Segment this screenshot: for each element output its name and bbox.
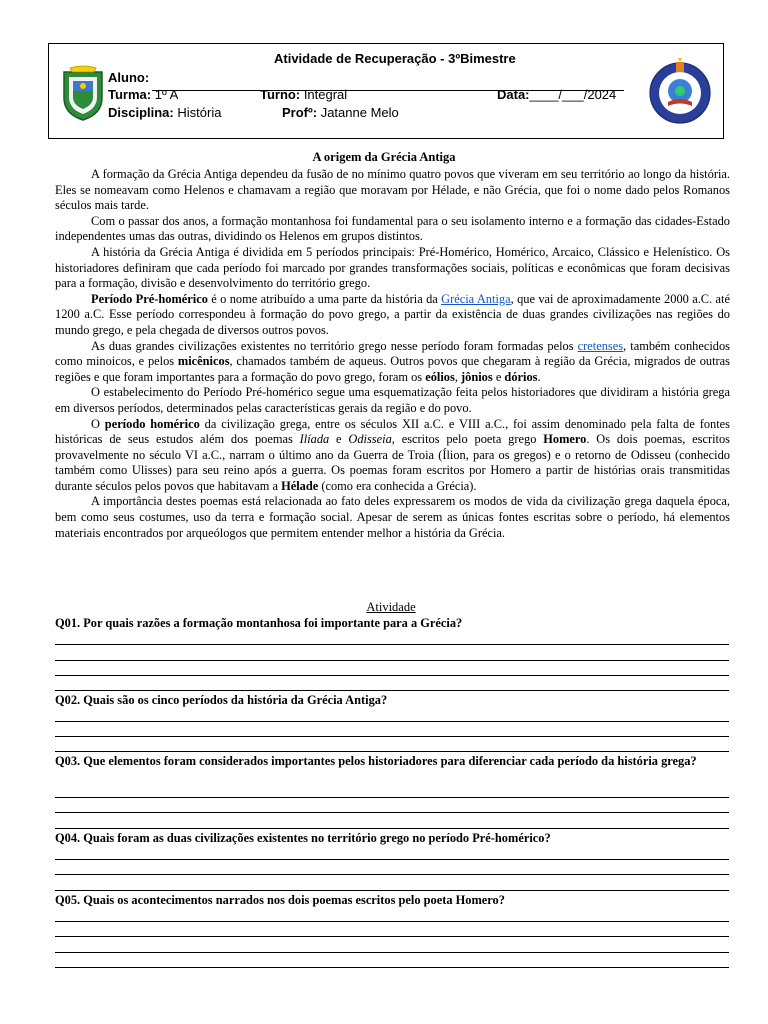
answer-line[interactable] <box>55 660 729 661</box>
bold-term: eólios <box>425 369 455 384</box>
text-run: e <box>329 432 349 447</box>
italic-term: Odisseia <box>348 432 392 447</box>
header-box <box>48 43 724 139</box>
link-grecia-antiga[interactable]: Grécia Antiga <box>441 291 511 306</box>
bold-term: Homero <box>543 432 587 447</box>
paragraph-4 <box>55 292 730 339</box>
bold-term: dórios <box>504 369 538 384</box>
answer-line[interactable] <box>55 812 729 813</box>
bold-term: período homérico <box>104 416 200 431</box>
state-seal-icon <box>60 64 106 122</box>
disciplina-row <box>108 105 221 120</box>
answer-line[interactable] <box>55 967 729 968</box>
paragraph-2: Com o passar dos anos, a formação montanhosa foi fundamental para o seu isolamento interno e a formação das cidades-Estado independentes umas das outras, dividindo os Helenos em grupos distintos. <box>55 213 730 244</box>
question-1: Q01. Por quais razões a formação montanhosa foi importante para a Grécia? <box>55 616 463 630</box>
data-row <box>497 87 616 102</box>
activity-title: Atividade <box>366 600 416 614</box>
text-run: (como era conhecida a Grécia). <box>318 478 477 493</box>
answer-line[interactable] <box>55 751 729 752</box>
paragraph-3: A história da Grécia Antiga é dividida em 5 períodos principais: Pré-Homérico, Homérico, Arcaico, Clássico e Helenístico. Os historiadores definiram que cada período foi marcado por grandes transformações sociais, políticas e econômicas que foram decisivas para a formação, divisão e desenvolvimento do território grego. <box>55 244 730 291</box>
answer-line[interactable] <box>55 644 729 645</box>
prof-value: Jatanne Melo <box>320 105 399 120</box>
text-run: , que vai de aproximadamente 2000 a.C. até 1200 a.C. Esse período correspondeu à formação do povo grego, a partir da existência de duas grandes civilizações nas regiões do mundo grego, e pela chegada de diversos outros povos. <box>55 291 730 337</box>
paragraph-1: A formação da Grécia Antiga dependeu da fusão de no mínimo quatro povos que viveram em seu território ao longo da história. Eles se nomeavam como Helenos e chamavam a região que moravam por Hélade, e não Grécia, que foi o nome dado pelos Romanos séculos mais tarde. <box>55 167 730 213</box>
answer-line[interactable] <box>55 921 729 922</box>
answer-line[interactable] <box>55 797 729 798</box>
turno-label: Turno: <box>260 87 301 102</box>
text-run: e <box>492 369 505 384</box>
question-3: Q03. Que elementos foram considerados importantes pelos historiadores para diferenciar cada período da história grega? <box>55 754 697 768</box>
question-5: Q05. Quais os acontecimentos narrados nos dois poemas escritos pelo poeta Homero? <box>55 893 505 907</box>
turma-row <box>108 87 178 102</box>
paragraph-5 <box>55 339 730 386</box>
data-value[interactable]: ____/___/2024 <box>529 87 617 102</box>
text-run: é o nome atribuído a uma parte da história da <box>207 291 442 306</box>
reading-text <box>55 167 730 541</box>
answer-line[interactable] <box>55 690 729 691</box>
paragraph-6: O estabelecimento do Período Pré-homérico segue uma esquematização feita pelos historiadores que dividiram a história grega em diversos períodos, determinados pelas características gerais da região e do povo. <box>55 385 730 415</box>
text-run: As duas grandes civilizações existentes no território grego nesse período foram formadas pelos <box>91 338 578 353</box>
question-4: Q04. Quais foram as duas civilizações existentes no território grego no período Pré-homérico? <box>55 831 551 845</box>
answer-line[interactable] <box>55 675 729 676</box>
italic-term: Ilíada <box>299 432 330 447</box>
bold-term: jônios <box>461 369 493 384</box>
bold-term: Hélade <box>281 478 319 493</box>
paragraph-8: A importância destes poemas está relacionada ao fato deles expressarem os modos de vida da civilização grega daquela época, bem como seus costumes, uso da terra e formação social. Apesar de serem as únicas fontes escritas sobre o período, há elementos materiais encontrados por arqueólogos que permitem entender melhor a história da Grécia. <box>55 494 730 540</box>
answer-line[interactable] <box>55 859 729 860</box>
answer-line[interactable] <box>55 874 729 875</box>
text-run: , chamados também de aqueus. Outros povos que chegaram à região da Grécia, migrados de outras regiões e que foram importantes para a formação do povo grego, foram os <box>55 354 730 384</box>
answer-line[interactable] <box>55 936 729 937</box>
turno-row <box>260 87 347 102</box>
bold-term: Período Pré-homérico <box>91 291 208 306</box>
header-title: Atividade de Recuperação - 3ºBimestre <box>274 51 516 66</box>
text-run: da civilização grega, entre os séculos XII a.C. e VIII a.C., foi assim denominado pela falta de fontes históricas de seus estudos além dos poemas <box>55 416 730 447</box>
turma-label: Turma: <box>108 87 152 102</box>
aluno-label: Aluno: <box>108 70 150 85</box>
turma-value: 1º A <box>154 87 179 102</box>
data-label: Data: <box>497 87 530 102</box>
text-run: , escritos pelo poeta grego <box>391 432 544 447</box>
bold-term: micênicos <box>177 354 230 369</box>
answer-line[interactable] <box>55 721 729 722</box>
link-cretenses[interactable]: cretenses <box>577 338 624 353</box>
prof-row <box>282 105 399 120</box>
answer-line[interactable] <box>55 890 729 891</box>
text-run: O <box>91 416 105 431</box>
disciplina-value: História <box>177 105 222 120</box>
answer-line[interactable] <box>55 736 729 737</box>
text-run: , também conhecidos como minoicos, e pelos <box>55 338 731 369</box>
answer-line[interactable] <box>55 952 729 953</box>
text-run: . Os dois poemas, escritos provavelmente no século VI a.C., narram o último ano da Guerra de Troia (Ílion, para os gregos) e o retorno de Odisseu (conhecido também como Ulisses) para seu reino após a guerra. Os poemas foram escritos por Homero a partir de histórias orais transmitidas durante séculos pelos povos que habitavam a <box>55 432 730 493</box>
question-2: Q02. Quais são os cinco períodos da história da Grécia Antiga? <box>55 693 388 707</box>
prof-label: Profº: <box>282 105 318 120</box>
text-run: . <box>537 369 541 384</box>
paragraph-7 <box>55 417 730 495</box>
text-run: , <box>454 369 462 384</box>
answer-line[interactable] <box>55 828 729 829</box>
disciplina-label: Disciplina: <box>108 105 174 120</box>
school-logo-icon <box>645 56 715 126</box>
turno-value: Integral <box>303 87 348 102</box>
text-title: A origem da Grécia Antiga <box>312 150 456 164</box>
